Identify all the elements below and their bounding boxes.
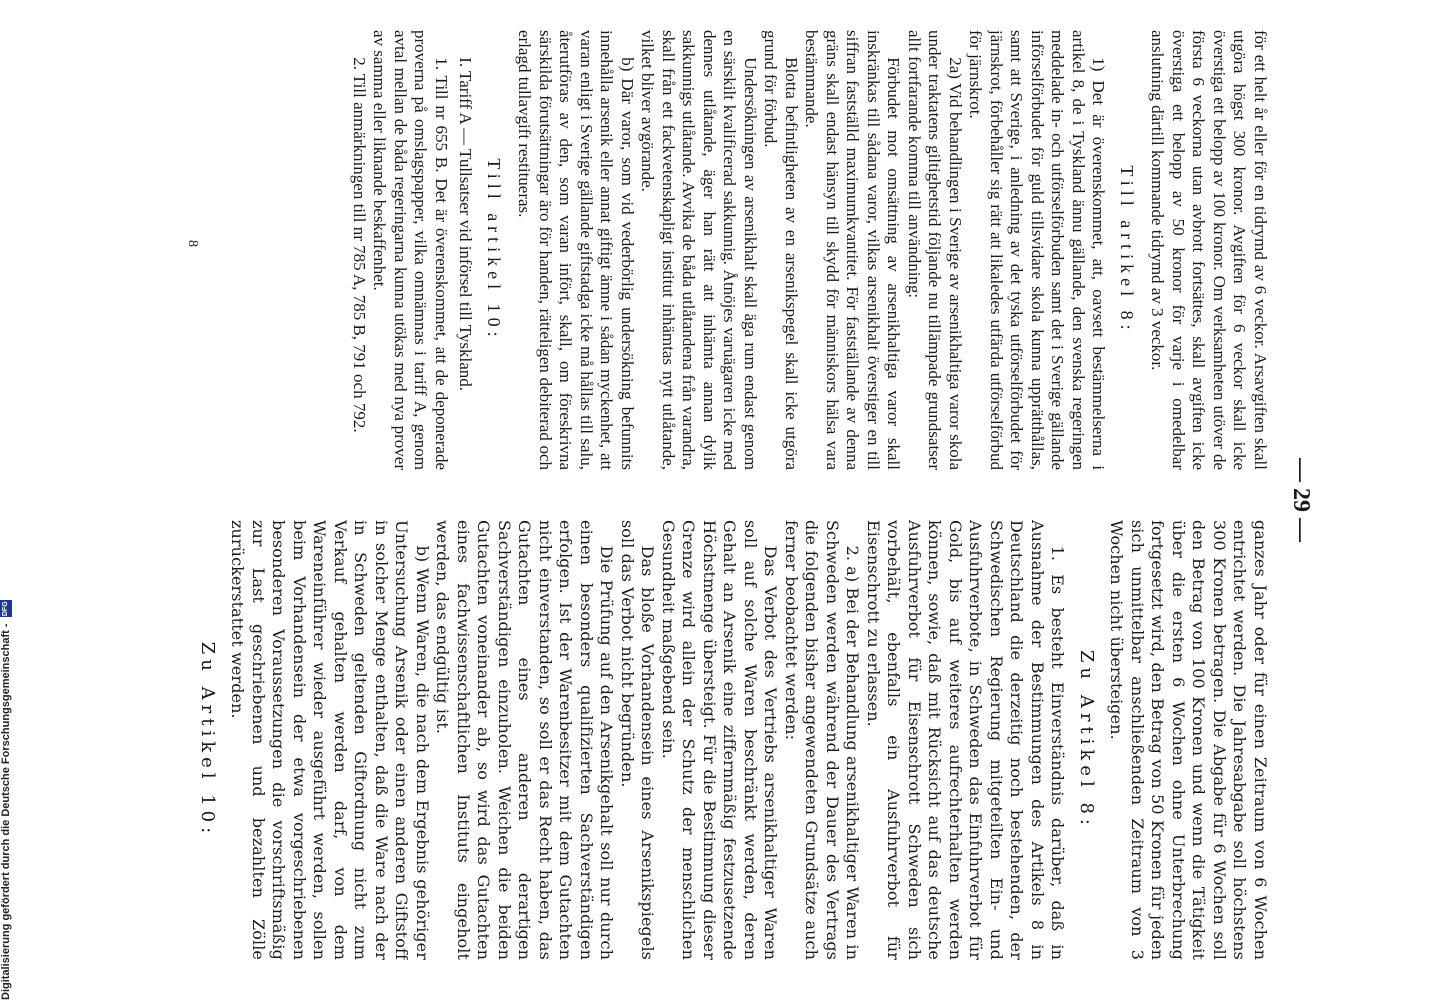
swedish-paragraph-1: 1) Det är överenskommet, att, oavsett bestämmelserna i artikel 8, de i Tyskland ännu gällande, den svenska regeringen meddelade in- och utförselförbuden samt det i Sverige gällande införselförbudet för guld tillsvidare skola kunna upprätthållas, samt att Sverige, i anledning av det tyska utförselförbudet för järnskrot, förbehåller sig rätt att likaledes utfärda utförselförbud för järnskrot. bbox=[966, 30, 1109, 470]
scanned-page bbox=[150, 0, 1350, 1000]
german-paragraph-2a: 2. a) Bei der Behandlung arsenikhaltiger Waren in Schweden werden während der Dauer des Vertrags die folgenden bisher angewendeten Grundsätze auch ferner beobachtet werden: bbox=[782, 520, 863, 960]
digitization-credit bbox=[0, 0, 22, 1000]
german-column bbox=[190, 520, 1270, 960]
digitization-credit-text: Digitalisierung gefördert durch die Deutsche Forschungsgemeinschaft - bbox=[0, 623, 12, 1000]
signature-number: 8 bbox=[185, 240, 200, 247]
dfg-logo-icon: DFG bbox=[0, 600, 12, 617]
page-number: — 29 — bbox=[1288, 458, 1314, 542]
german-intro: ganzes Jahr oder für einen Zeitraum von 6 Wochen entrichtet werden. Die Jahresabgabe soll höchstens 300 Kronen betragen. Die Abgabe für 6 Wochen soll den Betrag von 100 Kronen und wenn die Tätigkeit über die ersten 6 Wochen ohne Unterbrechung fortgesetzt wird, den Betrag von 50 Kronen für jeden sich unmittelbar anschließenden Zeitraum von 3 Wochen nicht übersteigen. bbox=[1107, 520, 1270, 960]
german-paragraph-2a-mirror: Das bloße Vorhandensein eines Arsenikspiegels soll das Verbot nicht begründen. bbox=[618, 520, 658, 960]
swedish-paragraph-2a-testing: Undersökningen av arsenikhalt skall äga rum endast genom en särskilt kvalificerad sakkunnig. Åtnöjes varuägaren icke med dennes utlåtande, äger han rätt att inhämta annan dylik sakkunnigs utlåtande. Avvika de båda utlåtandena från varandra, skall från ett fackvetenskapligt institut inhämtas nytt utlåtande, vilket bliver avgörande. bbox=[638, 30, 760, 470]
swedish-heading-article-8: Till artikel 8: bbox=[1117, 165, 1137, 335]
german-paragraph-1: 1. Es besteht Einverständnis darüber, daß in Ausnahme der Bestimmungen des Artikels 8 in Deutschland die derzeitig noch bestehenden, der Schwedischen Regierung mitgeteilten Ein- und Ausfuhrverbote, in Schweden das Einfuhrverbot für Gold, bis auf weiteres aufrechterhalten werden können, sowie, daß mit Rücksicht auf das deutsche Ausfuhrverbot für Eisenschrott Schweden sich vorbehält, ebenfalls ein Ausfuhrverbot für Eisenschrott zu erlassen. bbox=[864, 520, 1068, 960]
swedish-paragraph-2a-ban: Förbudet mot omsättning av arsenikhaltiga varor skall inskränkas till sådana varor, vilkas arsenikhalt överstiger en till siffran fastställd maximumkvantitet. För fastställande av denna gräns skall endast hänsyn till skydd för människors hälsa vara bestämmande. bbox=[802, 30, 904, 470]
swedish-paragraph-785: 2. Till anmärkningen till nr 785 A, 785 B, 791 och 792. bbox=[350, 57, 369, 433]
swedish-paragraph-655b: 1. Till nr 655 B. Det är överenskommet, att de deponerade proverna på omslagspapper, vilka omnämnas i tariff A, genom avtal mellan de båda regeringarna kunna utökas med nya prover av samma eller liknande beskaffenhet. bbox=[370, 30, 451, 470]
swedish-subheading-tariff-a: I. Tariff A — Tullsatser vid införsel till Tyskland. bbox=[456, 57, 476, 392]
swedish-paragraph-2a: 2a) Vid behandlingen i Sverige av arsenikhaltiga varor skola under traktatens giltighetstid följande nu tillämpade grundsatser allt fortfarande komma till användning: bbox=[905, 30, 965, 470]
swedish-intro: för ett helt år eller för en tidrymd av 6 veckor. Arsavgiften skall utgöra högst 300 kronor. Avgiften för 6 veckor skall icke överstiga ett belopp av 100 kronor. Om verksamheten utöver de första 6 veckorna utan avbrott fortsättes, skall avgiften icke överstiga ett belopp av 50 kronor för varje i omedelbar anslutning därtill kommande tidrymd av 3 veckor. bbox=[1148, 30, 1270, 470]
german-heading-article-10: Zu Artikel 10: bbox=[197, 641, 218, 839]
swedish-heading-article-10: Till artikel 10: bbox=[484, 158, 504, 342]
german-paragraph-2a-testing: Die Prüfung auf den Arsenikgehalt soll nur durch einen besonders qualifizierten Sachverständigen erfolgen. Ist der Warenbesitzer mit dem Gutachten nicht einverstanden, so soll er das Recht haben, das Gutachten eines anderen derartigen Sachverständigen einzuholen. Weichen die beiden Gutachten voneinander ab, so wird das Gutachten eines fachwissenschaftlichen Instituts eingeholt werden, das endgültig ist. bbox=[433, 520, 617, 960]
german-paragraph-2a-ban: Das Verbot des Vertriebs arsenikhaltiger Waren soll auf solche Waren beschränkt werden, deren Gehalt an Arsenik eine ziffernmäßig festzusetzende Höchstmenge übersteigt. Für die Bestimmung dieser Grenze wird allein der Schutz der menschlichen Gesundheit maßgebend sein. bbox=[659, 520, 781, 960]
german-heading-article-8: Zu Artikel 8: bbox=[1076, 650, 1097, 830]
swedish-paragraph-2a-mirror: Blotta befintligheten av en arsenikspegel skall icke utgöra grund för förbud. bbox=[761, 30, 801, 470]
swedish-column bbox=[190, 30, 1270, 470]
swedish-paragraph-2b: b) Där varor, som vid vederbörlig undersökning befunnits innehålla arsenik eller annat giftigt ämne i sådan myckenhet, att varan enligt i Sverige gällande giftstadga icke må hållas till salu, återutföras av den, som varan infört, skall, om föreskrivna särskilda förutsättningar äro för handen, rättеligen debiterad och erlagd tullavgift restitueras. bbox=[515, 30, 637, 470]
german-paragraph-2b: b) Wenn Waren, die nach dem Ergebnis gehöriger Untersuchung Arsenik oder einen anderen Giftstoff in solcher Menge enthalten, daß die Ware nach der in Schweden geltenden Giftordnung nicht zum Verkauf gehalten werden darf, von dem Warenеinführer wieder ausgeführt werden, sollen beim Vorhandensein der etwa vorgeschriebenen besonderen Voraussetzungen die vorschriftsmäßig zur Last geschriebenen und bezahlten Zölle zurückerstattet werden. bbox=[228, 520, 432, 960]
